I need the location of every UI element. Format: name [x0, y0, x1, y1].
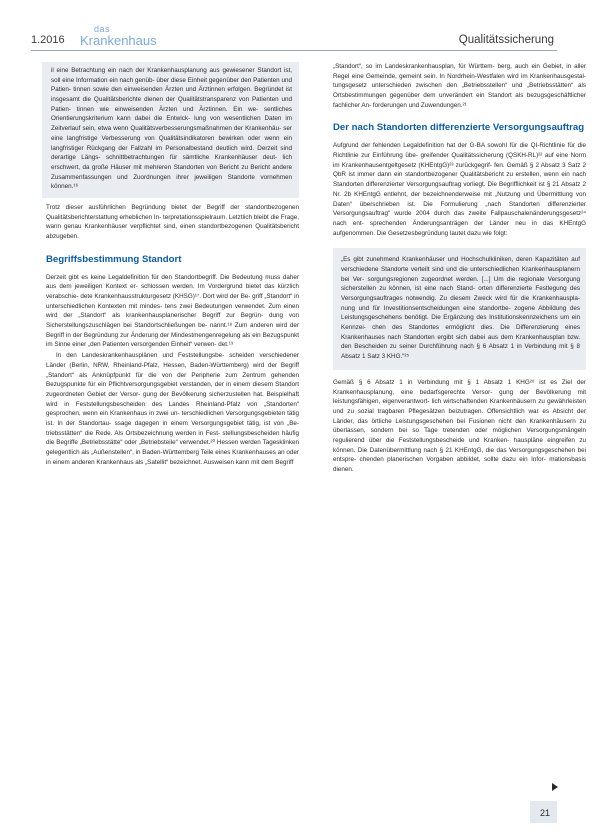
- logo-das: das: [94, 24, 111, 34]
- page-number: 21: [540, 808, 551, 818]
- page-header: [0, 0, 600, 60]
- section-title: Qualitätssicherung: [458, 34, 554, 46]
- right-column: [333, 62, 586, 476]
- quote-box: [333, 248, 586, 370]
- heading-standort: Begriffsbestimmung Standort: [46, 253, 182, 265]
- heading-versorgungsauftrag: Der nach Standorten differenzierte Versorgungsauftrag: [333, 122, 585, 134]
- header-rule: [31, 50, 557, 51]
- right-paragraph-1: „Standort“, so im Landeskrankenhausplan, für Württem- berg, auch ein Gebiet, in aller Regel eine Gemeinde, gemeint sein. In Nordrhein-Westfalen wird im Krankenhausgestal- tungsgesetz unterschieden zwischen den „Betriebsstellen“ und „Betriebsstätten“ als Ortsbestimmungen gegenüber dem unverändert ein Standort als bezugsgeschäftlicher fachlicher An- forderungen und Zuwendungen.²¹: [333, 63, 586, 109]
- left-paragraph-2: Derzeit gibt es keine Legaldefinition für den Standortbegriff. Die Bedeutung muss daher aus dem jeweiligen Kontext er- schlossen werden. Im Vordergrund bietet das kürzlich verabschie- dete Krankenhausstrukturgesetz (KHSG)¹⁷. Dort wird der Be- griff „Standort“ in unterschiedlichen Kontexten mit mindes- tens zwei Bedeutungen verwendet. Zum einen wird der „Standort“ als krankenhausplanerischer Begriff zur Begrün- dung von Sicherstellungszuschlägen bei Standortschließungen be- nannt.¹⁸ Zum anderen wird der Begriff in der Begründung zur Änderung der Mindestmengenregelung als ein Bezugspunkt im Sinne einer „den Patienten versorgenden Einheit“ verwen- det.¹⁹: [46, 273, 299, 349]
- right-paragraph-2: Aufgrund der fehlenden Legaldefinition hat der G-BA sowohl für die QI-Richtlinie für die Richtlinie zur Einführung übe- greifender Qualitätssicherung (QSKH-RL)²² auf eine Norm im Krankenhausentgeltgesetz (KHEntgG)²³ zurückgegrif- fen. Gemäß § 2 Absatz 3 Satz 2 QbR ist immer dann ein standortbezogener Qualitätsbericht zu erstellen, wenn ein nach Standorten differenzierter Versorgungsauftrag vorliegt. Die Begrifflichkeit ist § 21 Absatz 2 Nr. 2b KHEntgG entlehnt, der bezeichnenderweise mit „Nutzung und Übermittlung von Daten“ überschrieben ist. Die Formulierung „nach Standorten differenzierter Versorgungsauftrag“ wurde 2004 durch das zweite Fallpauschalenänderungsgesetz²⁴ nach ent- sprechenden Änderungsanträgen der Länder neu in das KHEntgG aufgenommen. Die Gesetzesbegründung lautet dazu wie folgt:: [333, 142, 586, 237]
- continue-arrow-icon: [552, 783, 558, 791]
- issue-number: 1.2016: [31, 34, 65, 46]
- box-text: il eine Betrachtung ein nach der Krankenhausplanung aus gewiesener Standort ist, soll eine Information ein nach genüb- über diese Einheit gegenüber den Patienten und Patien- tinnen sowie den einweisenden Ärzten und Ärztinnen erfolgen. Begründet ist insgesamt die Qualitätsberichte dienen der Qualitätstransparenz von Patienten und Patien- tinnen wie einweisenden Ärzten und Ärztinnen. Ein we- sentliches Orientierungskriterium kann dabei die Entwick- lung von wesentlichen Daten im Zeitverlauf sein, etwa wenn Qualitätsverbesserungsmaßnahmen der Krankenhäu- ser eine langfristige Verbesserung von Qualitätsindikatoren bewirken oder wenn ein langfristiger Rückgang der Fallzahl im Personalbestand deutlich wird. Derzeit sind derartige Längs- schnittbetrachtungen für sämtliche Krankenhäuser deut- lich erschwert, da große Häuser mit mehreren Standorten von Bericht zu Bericht andere Zusammenfassungen und Zuordnungen ihrer jeweiligen Standorte vornehmen können.¹⁶: [51, 67, 292, 191]
- journal-logo: [80, 25, 157, 47]
- logo-krankenhaus: Krankenhaus: [80, 33, 157, 48]
- left-column: [46, 62, 299, 468]
- left-paragraph-3: In den Landeskrankenhausplänen und Feststellungsbe- scheiden verschiedener Länder (Berlin, NRW, Rheinland-Pfalz, Hessen, Baden-Württemberg) wird der Begriff „Standort“ als Anknüpfpunkt für die von der Peripherie zum Zentrum gehenden Bezugspunkte für ein Pflichtversorgungsgebiet verstanden, der in einem diesem Standort zugeordneten Gebiet der Versor- gung der Bevölkerung sicherzustellen hat. Beispielhaft wird in Feststellungsbescheiden des Landes Rheinland-Pfalz von „Standorten“ gesprochen, wenn ein Krankenhaus in zwei un- terschiedlichen Versorgungsgebieten tätig ist. In der Standortau- ssage dagegen in einem Versorgungsgebiet tätig, ist von „Be- triebsstätten“ die Rede. Als Ortsbezeichnung werden in Fest- stellungsbescheiden häufig die Begriffe „Betriebsstätte“ oder „Betriebsteile“ verwendet.²⁰ Hessen werden Tagesklinken gelegentlich als „Außenstellen“, in Baden-Württemberg Teile eines Krankenhauses an oder in einem anderen Krankenhaus als „Satellit“ bezeichnet. Ausweisen kann mit dem Begriff: [46, 352, 299, 466]
- left-paragraph-1: Trotz dieser ausführlichen Begründung bietet der Begriff der standortbezogenen Qualitätsberichterstattung erheblichen In- terpretationsspielraum. Letztlich bleibt die Frage, wann genau Krankenhäuser verpflichtet sind, einen standortbezogenen Qualitätsbericht abzugeben.: [46, 203, 299, 240]
- highlight-box: [42, 62, 299, 198]
- quote-text: „Es gibt zunehmend Krankenhäuser und Hochschulkliniken, deren Kapazitäten auf verschiedene Standorte verteilt sind und die unterschiedlichen Krankenhausplanern bei Ver- sorgungsregionen zugeordnet werden. [...] Um die regionale Versorgung sicherstellen zu können, ist eine nach Stand- orten differenzierte Festlegung des Versorgungsauftrages notwendig. Zu diesem Zweck wird für die Krankenhauspla- nung und für Investitionsentscheidungen eine standortbe- zogene Abbildung des Leistungsgeschehens benötigt. Die Ergänzung des Institutionskennzeichens um ein Kennzei- chen des Standortes ermöglicht dies. Die Differenzierung eines Krankenhauses nach Standorten ergibt sich dabei aus dem Krankenhausplan bzw. den Bescheiden zu seiner Durchführung nach § 6 Absatz 1 in Verbindung mit § 8 Absatz 1 Satz 3 KHG.“²⁵: [341, 256, 580, 361]
- right-paragraph-3: Gemäß § 6 Absatz 1 in Verbindung mit § 1 Absatz 1 KHG²⁶ ist es Ziel der Krankenhausplanung, eine bedarfsgerechte Versor- gung der Bevölkerung mit leistungsfähigen, eigenverantwort- lich wirtschaftenden Krankenhäusern zu gewährleisten und zu sozial tragbaren Pflegesätzen beizutragen. Offensichtlich war es Absicht der Länder, das örtliche Leistungsgeschehen bei Fusionen nicht den Krankenhäusern zu überlassen, sondern bei so Tage tretenden oder möglichen Versorgungsmängeln regulierend über die Feststellungsbescheide und Kranken- hauspläne eingreifen zu können. Die Datenübermittlung nach § 21 KHEntgG, die das Versorgungsgeschehen bei entspre- chenden planerischen Vorgaben abbildet, sollte dazu ein Infor- mationsbasis dienen.: [333, 378, 586, 474]
